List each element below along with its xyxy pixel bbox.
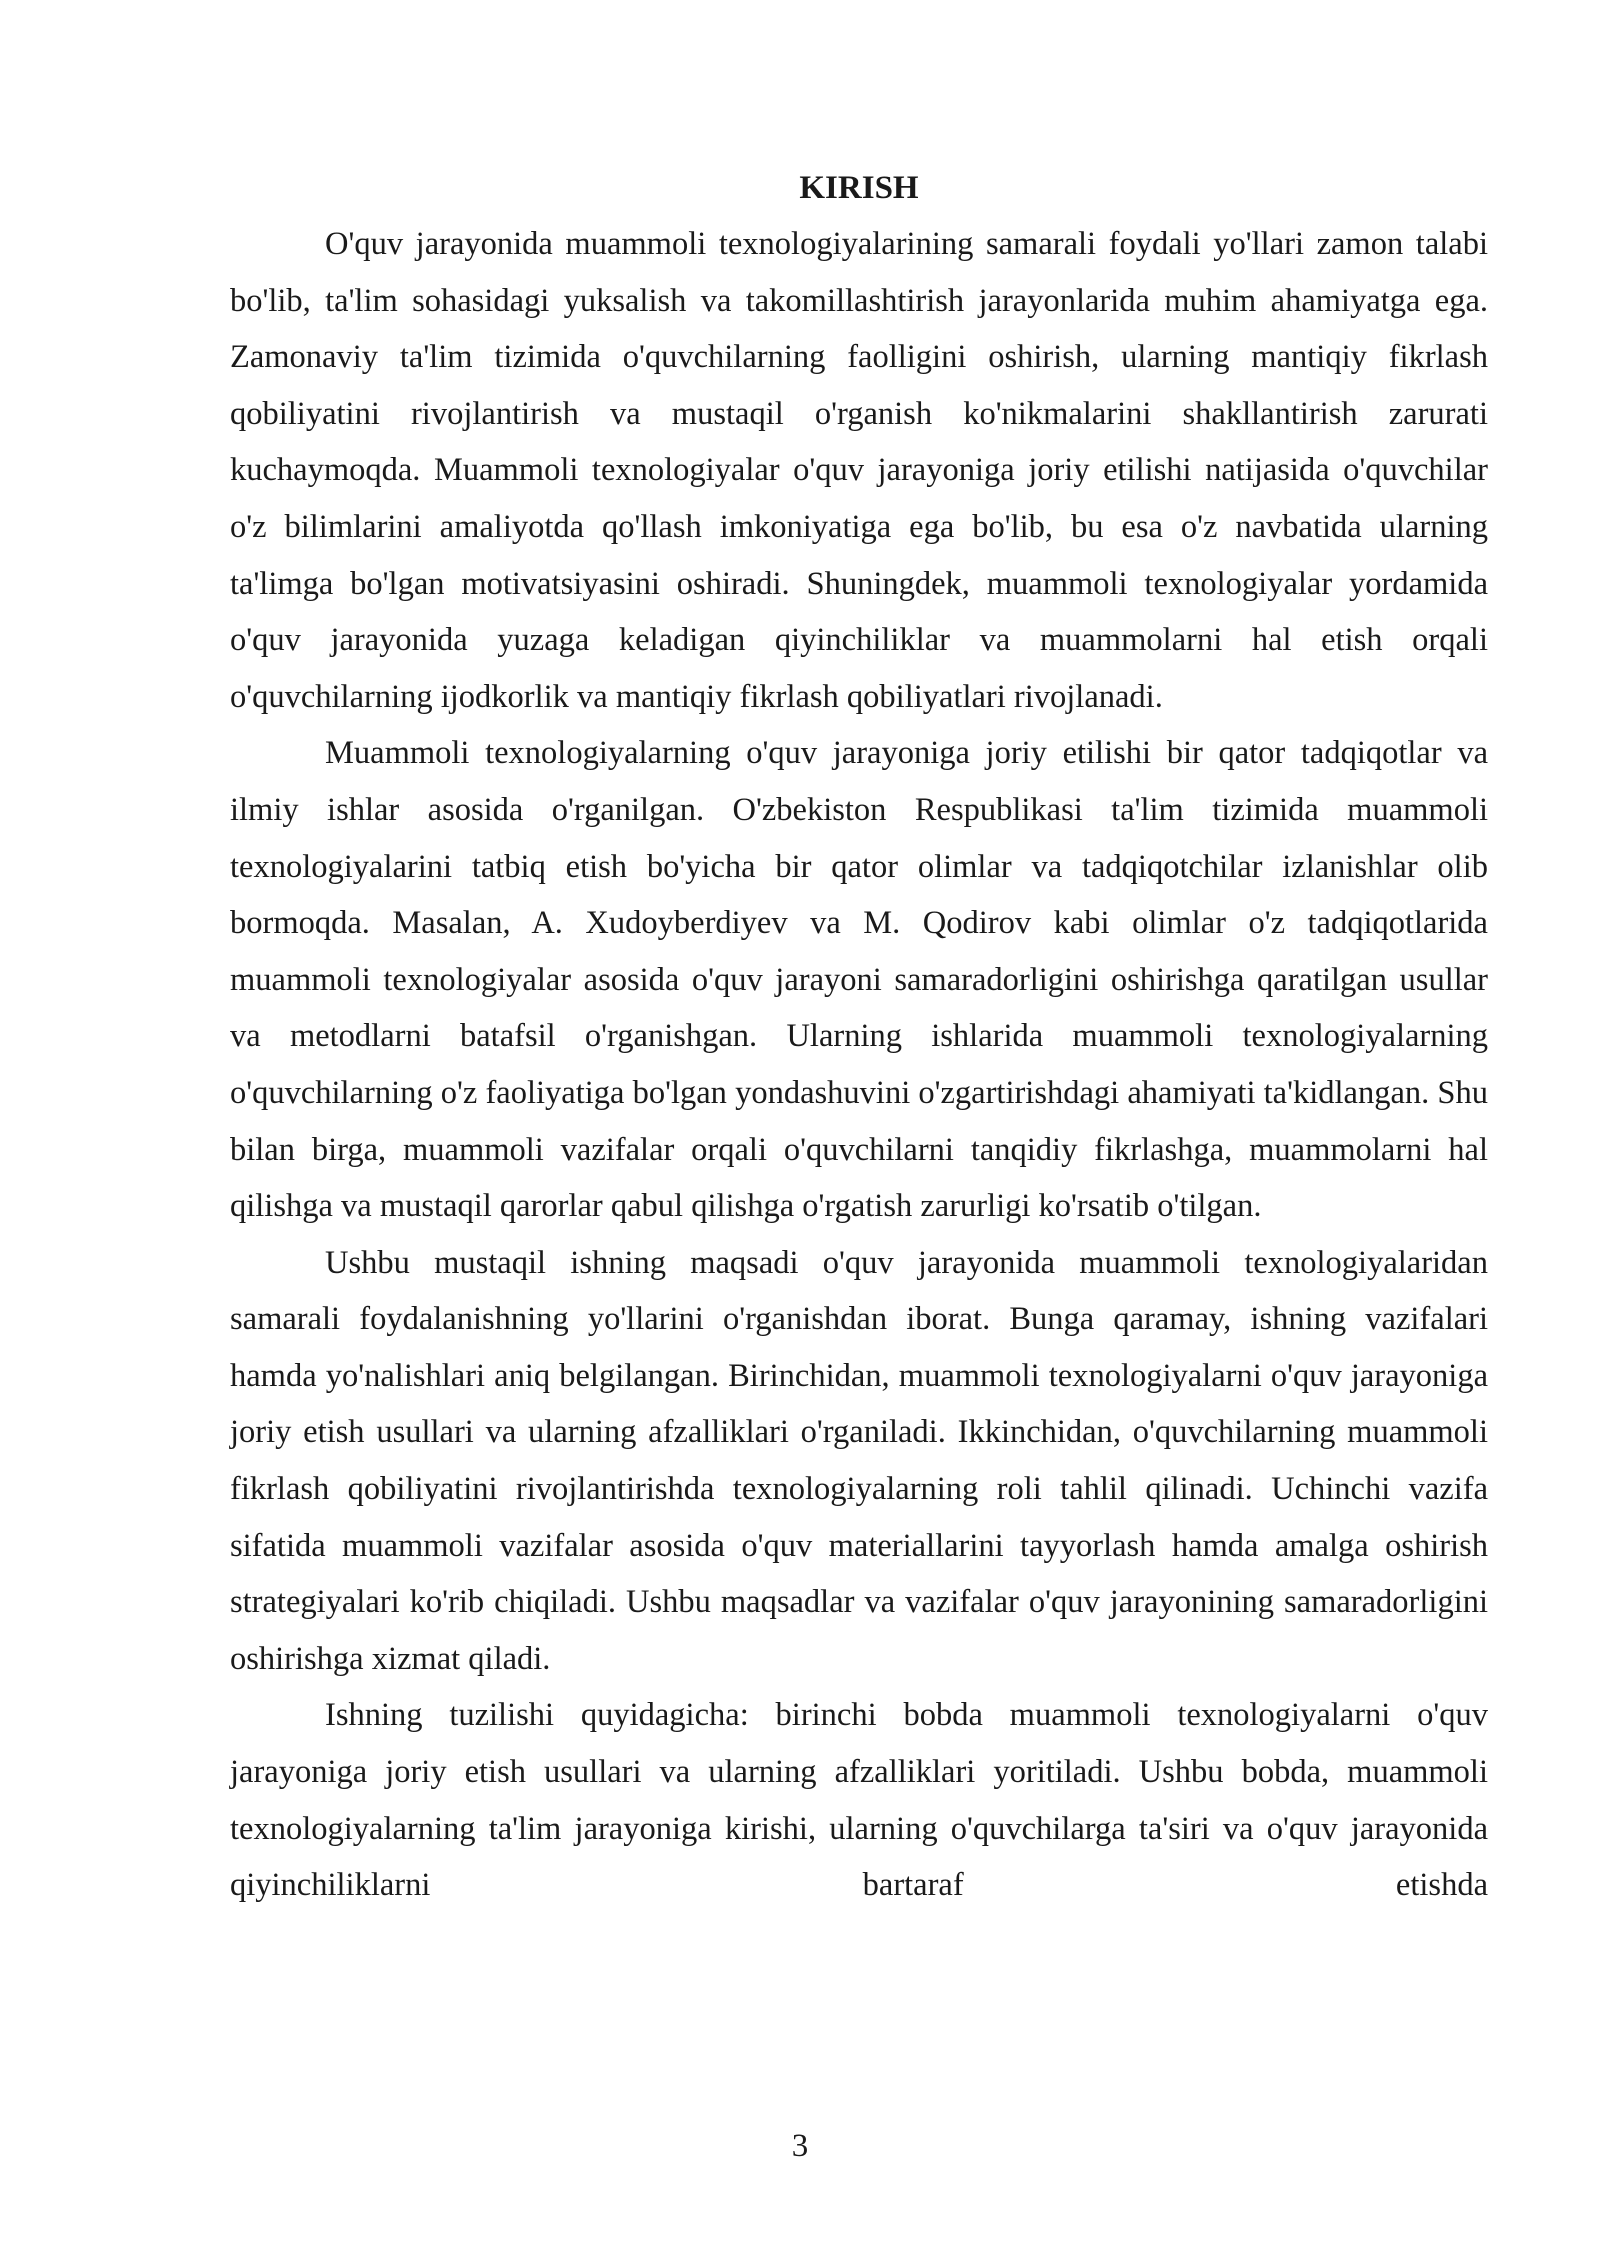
paragraph-intro: O'quv jarayonida muammoli texnologiyalarining samarali foydali yo'llari zamon talabi bo'lib, ta'lim sohasidagi yuksalish va takomillashtirish jarayonlarida muhim ahamiyatga ega. Zamonaviy ta'lim tizimida o'quvchilarning faolligini oshirish, ularning mantiqiy fikrlash qobiliyatini rivojlantirish va mustaqil o'rganish ko'nikmalarini shakllantirish zarurati kuchaymoqda. Muammoli texnologiyalar o'quv jarayoniga joriy etilishi natijasida o'quvchilar o'z bilimlarini amaliyotda qo'llash imkoniyatiga ega bo'lib, bu esa o'z navbatida ularning ta'limga bo'lgan motivatsiyasini oshiradi. Shuningdek, muammoli texnologiyalar yordamida o'quv jarayonida yuzaga keladigan qiyinchiliklar va muammolarni hal etish orqali o'quvchilarning ijodkorlik va mantiqiy fikrlash qobiliyatlari rivojlanadi. bbox=[230, 226, 1488, 715]
paragraph-goals: Ushbu mustaqil ishning maqsadi o'quv jarayonida muammoli texnologiyalaridan samarali foydalanishning yo'llarini o'rganishdan iborat. Bunga qaramay, ishning vazifalari hamda yo'nalishlari aniq belgilangan. Birinchidan, muammoli texnologiyalarni o'quv jarayoniga joriy etish usullari va ularning afzalliklari o'rganiladi. Ikkinchidan, o'quvchilarning muammoli fikrlash qobiliyatini rivojlantirishda texnologiyalarning roli tahlil qilinadi. Uchinchi vazifa sifatida muammoli vazifalar asosida o'quv materiallarini tayyorlash hamda amalga oshirish strategiyalari ko'rib chiqiladi. Ushbu maqsadlar va vazifalar o'quv jarayonining samaradorligini oshirishga xizmat qiladi. bbox=[230, 1244, 1488, 1677]
section-heading: KIRISH bbox=[799, 170, 919, 206]
paragraph-research: Muammoli texnologiyalarning o'quv jarayoniga joriy etilishi bir qator tadqiqotlar va ilmiy ishlar asosida o'rganilgan. O'zbekiston Respublikasi ta'lim tizimida muammoli texnologiyalarini tatbiq etish bo'yicha bir qator olimlar va tadqiqotchilar izlanishlar olib bormoqda. Masalan, A. Xudoyberdiyev va M. Qodirov kabi olimlar o'z tadqiqotlarida muammoli texnologiyalar asosida o'quv jarayoni samaradorligini oshirishga qaratilgan usullar va metodlarni batafsil o'rganishgan. Ularning ishlarida muammoli texnologiyalarning o'quvchilarning o'z faoliyatiga bo'lgan yondashuvini o'zgartirishdagi ahamiyati ta'kidlangan. Shu bilan birga, muammoli vazifalar orqali o'quvchilarni tanqidiy fikrlashga, muammolarni hal qilishga va mustaqil qarorlar qabul qilishga o'rgatish zarurligi ko'rsatib o'tilgan. bbox=[230, 735, 1488, 1225]
page-number: 3 bbox=[791, 2128, 809, 2164]
page-body bbox=[230, 160, 1488, 1914]
paragraph-structure: Ishning tuzilishi quyidagicha: birinchi bobda muammoli texnologiyalarni o'quv jarayoniga joriy etish usullari va ularning afzalliklari yoritiladi. Ushbu bobda, muammoli texnologiyalarning ta'lim jarayoniga kirishi, ularning o'quvchilarga ta'siri va o'quv jarayonida qiyinchiliklarni bartaraf etishda bbox=[230, 1697, 1488, 1904]
